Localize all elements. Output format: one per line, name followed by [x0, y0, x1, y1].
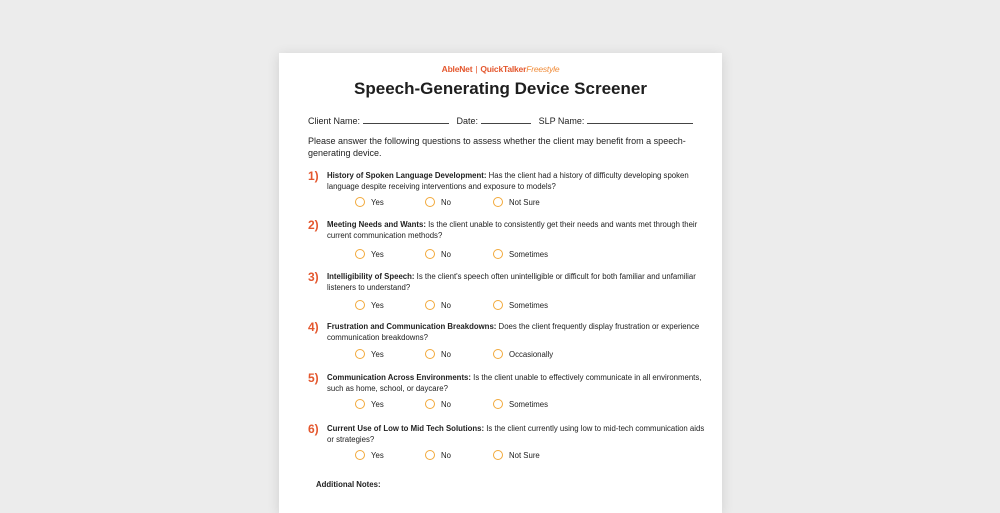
brand-logo	[279, 64, 722, 74]
client-name-label: Client Name:	[308, 116, 361, 126]
option-sometimes[interactable]: Sometimes	[493, 301, 548, 311]
question-body: Is the client unable to effectively communicate in all environments, such as home, school, or daycare?	[327, 373, 702, 393]
radio-icon[interactable]	[355, 249, 365, 259]
question-text	[327, 171, 707, 192]
header-fields	[308, 115, 698, 126]
intro-text: Please answer the following questions to assess whether the client may benefit from a speech-generating device.	[308, 136, 686, 158]
question-heading: Intelligibility of Speech:	[327, 272, 415, 281]
radio-icon[interactable]	[493, 300, 503, 310]
radio-icon[interactable]	[355, 300, 365, 310]
radio-icon[interactable]	[425, 249, 435, 259]
option-yes[interactable]: Yes	[355, 301, 384, 311]
question-body: Is the client unable to consistently get their needs and wants met through their current communication methods?	[327, 220, 698, 240]
brand-quicktalker: QuickTalker	[480, 64, 527, 74]
question-number: 1)	[308, 169, 319, 183]
question-number: 2)	[308, 218, 319, 232]
question-text	[327, 272, 707, 293]
radio-icon[interactable]	[425, 399, 435, 409]
question-heading: Communication Across Environments:	[327, 373, 471, 382]
option-no[interactable]: No	[425, 198, 451, 208]
radio-icon[interactable]	[425, 349, 435, 359]
radio-icon[interactable]	[425, 197, 435, 207]
question-body: Does the client frequently display frustration or experience communication breakdowns?	[327, 322, 700, 342]
additional-notes-label: Additional Notes:	[316, 480, 381, 489]
radio-icon[interactable]	[493, 197, 503, 207]
option-no[interactable]: No	[425, 400, 451, 410]
radio-icon[interactable]	[355, 399, 365, 409]
question-heading: History of Spoken Language Development:	[327, 171, 487, 180]
option-no[interactable]: No	[425, 250, 451, 260]
option-yes[interactable]: Yes	[355, 250, 384, 260]
question-number: 6)	[308, 422, 319, 436]
slp-name-label: SLP Name:	[538, 116, 585, 126]
radio-icon[interactable]	[355, 450, 365, 460]
page-title: Speech-Generating Device Screener	[354, 79, 647, 98]
option-yes[interactable]: Yes	[355, 400, 384, 410]
question-heading: Current Use of Low to Mid Tech Solutions:	[327, 424, 485, 433]
question-heading: Meeting Needs and Wants:	[327, 220, 426, 229]
option-no[interactable]: No	[425, 301, 451, 311]
question-heading: Frustration and Communication Breakdowns:	[327, 322, 497, 331]
radio-icon[interactable]	[493, 249, 503, 259]
radio-icon[interactable]	[493, 349, 503, 359]
question-text	[327, 373, 707, 394]
radio-icon[interactable]	[425, 300, 435, 310]
slp-name-field[interactable]	[587, 115, 693, 124]
question-body: Is the client's speech often unintelligible or difficult for both familiar and unfamiliar listeners to understand?	[327, 272, 696, 292]
question-number: 4)	[308, 320, 319, 334]
option-no[interactable]: No	[425, 451, 451, 461]
option-not-sure[interactable]: Not Sure	[493, 451, 540, 461]
radio-icon[interactable]	[493, 399, 503, 409]
date-label: Date:	[456, 116, 479, 126]
option-occasionally[interactable]: Occasionally	[493, 350, 553, 360]
radio-icon[interactable]	[425, 450, 435, 460]
screener-document	[279, 53, 722, 513]
brand-ablenet: AbleNet	[441, 64, 473, 74]
question-text	[327, 220, 707, 241]
option-yes[interactable]: Yes	[355, 350, 384, 360]
option-yes[interactable]: Yes	[355, 198, 384, 208]
question-body: Has the client had a history of difficulty developing spoken language despite receiving interventions and exposure to models?	[327, 171, 689, 191]
radio-icon[interactable]	[355, 197, 365, 207]
client-name-field[interactable]	[363, 115, 449, 124]
question-text	[327, 424, 707, 445]
option-sometimes[interactable]: Sometimes	[493, 250, 548, 260]
radio-icon[interactable]	[493, 450, 503, 460]
question-number: 5)	[308, 371, 319, 385]
question-number: 3)	[308, 270, 319, 284]
option-sometimes[interactable]: Sometimes	[493, 400, 548, 410]
option-no[interactable]: No	[425, 350, 451, 360]
brand-freestyle: Freestyle	[526, 64, 560, 74]
question-body: Is the client currently using low to mid-tech communication aids or strategies?	[327, 424, 705, 444]
radio-icon[interactable]	[355, 349, 365, 359]
question-text	[327, 322, 707, 343]
option-not-sure[interactable]: Not Sure	[493, 198, 540, 208]
brand-separator: |	[475, 64, 478, 74]
date-field[interactable]	[481, 115, 531, 124]
option-yes[interactable]: Yes	[355, 451, 384, 461]
